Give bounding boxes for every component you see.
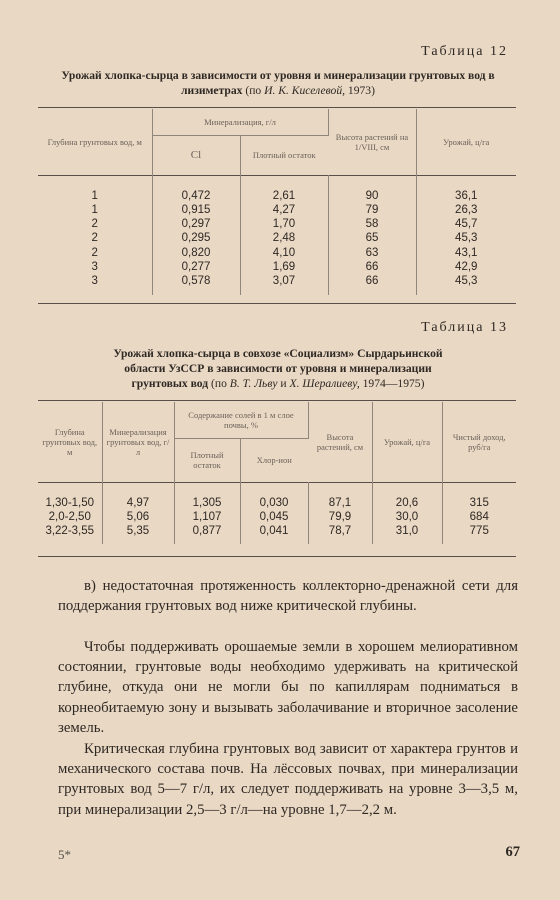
table-row: 3 0,578 3,07 66 45,3 [38,274,516,294]
table-13-author-1: В. Т. Льву [229,377,278,390]
header-dry-residue: Плотный остаток [174,438,240,482]
table-12-top-rule [38,107,516,108]
header-height: Высота растений, см [308,402,372,482]
table-12-bottom-rule [38,303,516,304]
header-dry-residue: Плотный остаток [240,135,328,175]
table-row: 2 0,295 2,48 65 45,3 [38,231,516,245]
table-row: 3,22-3,55 5,35 0,877 0,041 78,7 31,0 775 [38,524,516,544]
table-12 [38,109,516,295]
table-12-caption-text: Урожай хлопка-сырца в зависимости от уровня и минерализации грунтовых вод в лизиметрах [61,69,495,97]
paragraph-critical-depth: Чтобы поддерживать орошаемые земли в хорошем мелиоративном состоянии, грунтовые воды необходимо удерживать на критической глубине, откуда они не могли бы по капиллярам подниматься в корнеобитаемую зону и вызывать заболачивание и вторичное засоление земель. [58,639,518,736]
table-13 [38,402,516,544]
header-yield: Урожай, ц/га [372,402,442,482]
table-12-author: И. К. Киселевой, [264,84,346,97]
table-13-label: Таблица 13 [421,320,508,335]
header-chlorine: Хлор-ион [240,438,308,482]
paragraph-soil-depends: Критическая глубина грунтовых вод зависит от характера грунтов и механического состава почв. На лёссовых почвах, при минерализации грунтовых вод 5—7 г/л, их следует поддерживать на уровне 3—3,5 м, при минерализации 2,5—3 г/л—на уровне 1,7—2,2 м. [58,741,518,818]
table-row: 1 0,915 4,27 79 26,3 [38,203,516,217]
table-row: 3 0,277 1,69 66 42,9 [38,260,516,274]
header-depth: Глубина грунтовых вод, м [38,109,152,175]
page-number: 67 [505,844,520,860]
table-12-caption: Урожай хлопка-сырца в зависимости от уровня и минерализации грунтовых вод в лизиметрах (по И. К. Киселевой, 1973) [61,69,495,97]
table-12-label: Таблица 12 [421,44,508,59]
table-row: 2,0-2,50 5,06 1,107 0,045 79,9 30,0 684 [38,510,516,524]
table-row: 1,30-1,50 4,97 1,305 0,030 87,1 20,6 315 [38,482,516,510]
table-13-author-2: Х. Шералиеву, [289,377,360,390]
signature-mark: 5* [58,847,71,862]
header-mineralization: Минерализация, г/л [152,109,328,135]
table-row: 2 0,820 4,10 63 43,1 [38,246,516,260]
header-salt-content: Содержание солей в 1 м слое почвы, % [174,402,308,438]
header-cl: Cl [152,135,240,175]
table-13-top-rule [38,400,516,401]
table-13-bottom-rule [38,556,516,557]
header-depth: Глубина грунтовых вод, м [38,402,102,482]
table-13-caption: Урожай хлопка-сырца в совхозе «Социализм» Сырдарьинской области УзССР в зависимости от уровня и минерализации грунтовых вод (по В. Т. Льву и Х. Шералиеву, 1974—1975) [113,347,443,390]
header-yield: Урожай, ц/га [443,136,490,147]
table-row: 1 0,472 2,61 90 36,1 [38,175,516,203]
header-mineralization: Минерализация грунтовых вод, г/л [102,402,174,482]
header-income: Чистый доход, руб/га [452,431,506,452]
header-height: Высота растений на 1/VIII, см [328,109,416,175]
table-row: 2 0,297 1,70 58 45,7 [38,217,516,231]
paragraph-drainage: в) недостаточная протяженность коллекторно-дренажной сети для поддержания грунтовых вод ниже критической глубины. [58,578,518,615]
